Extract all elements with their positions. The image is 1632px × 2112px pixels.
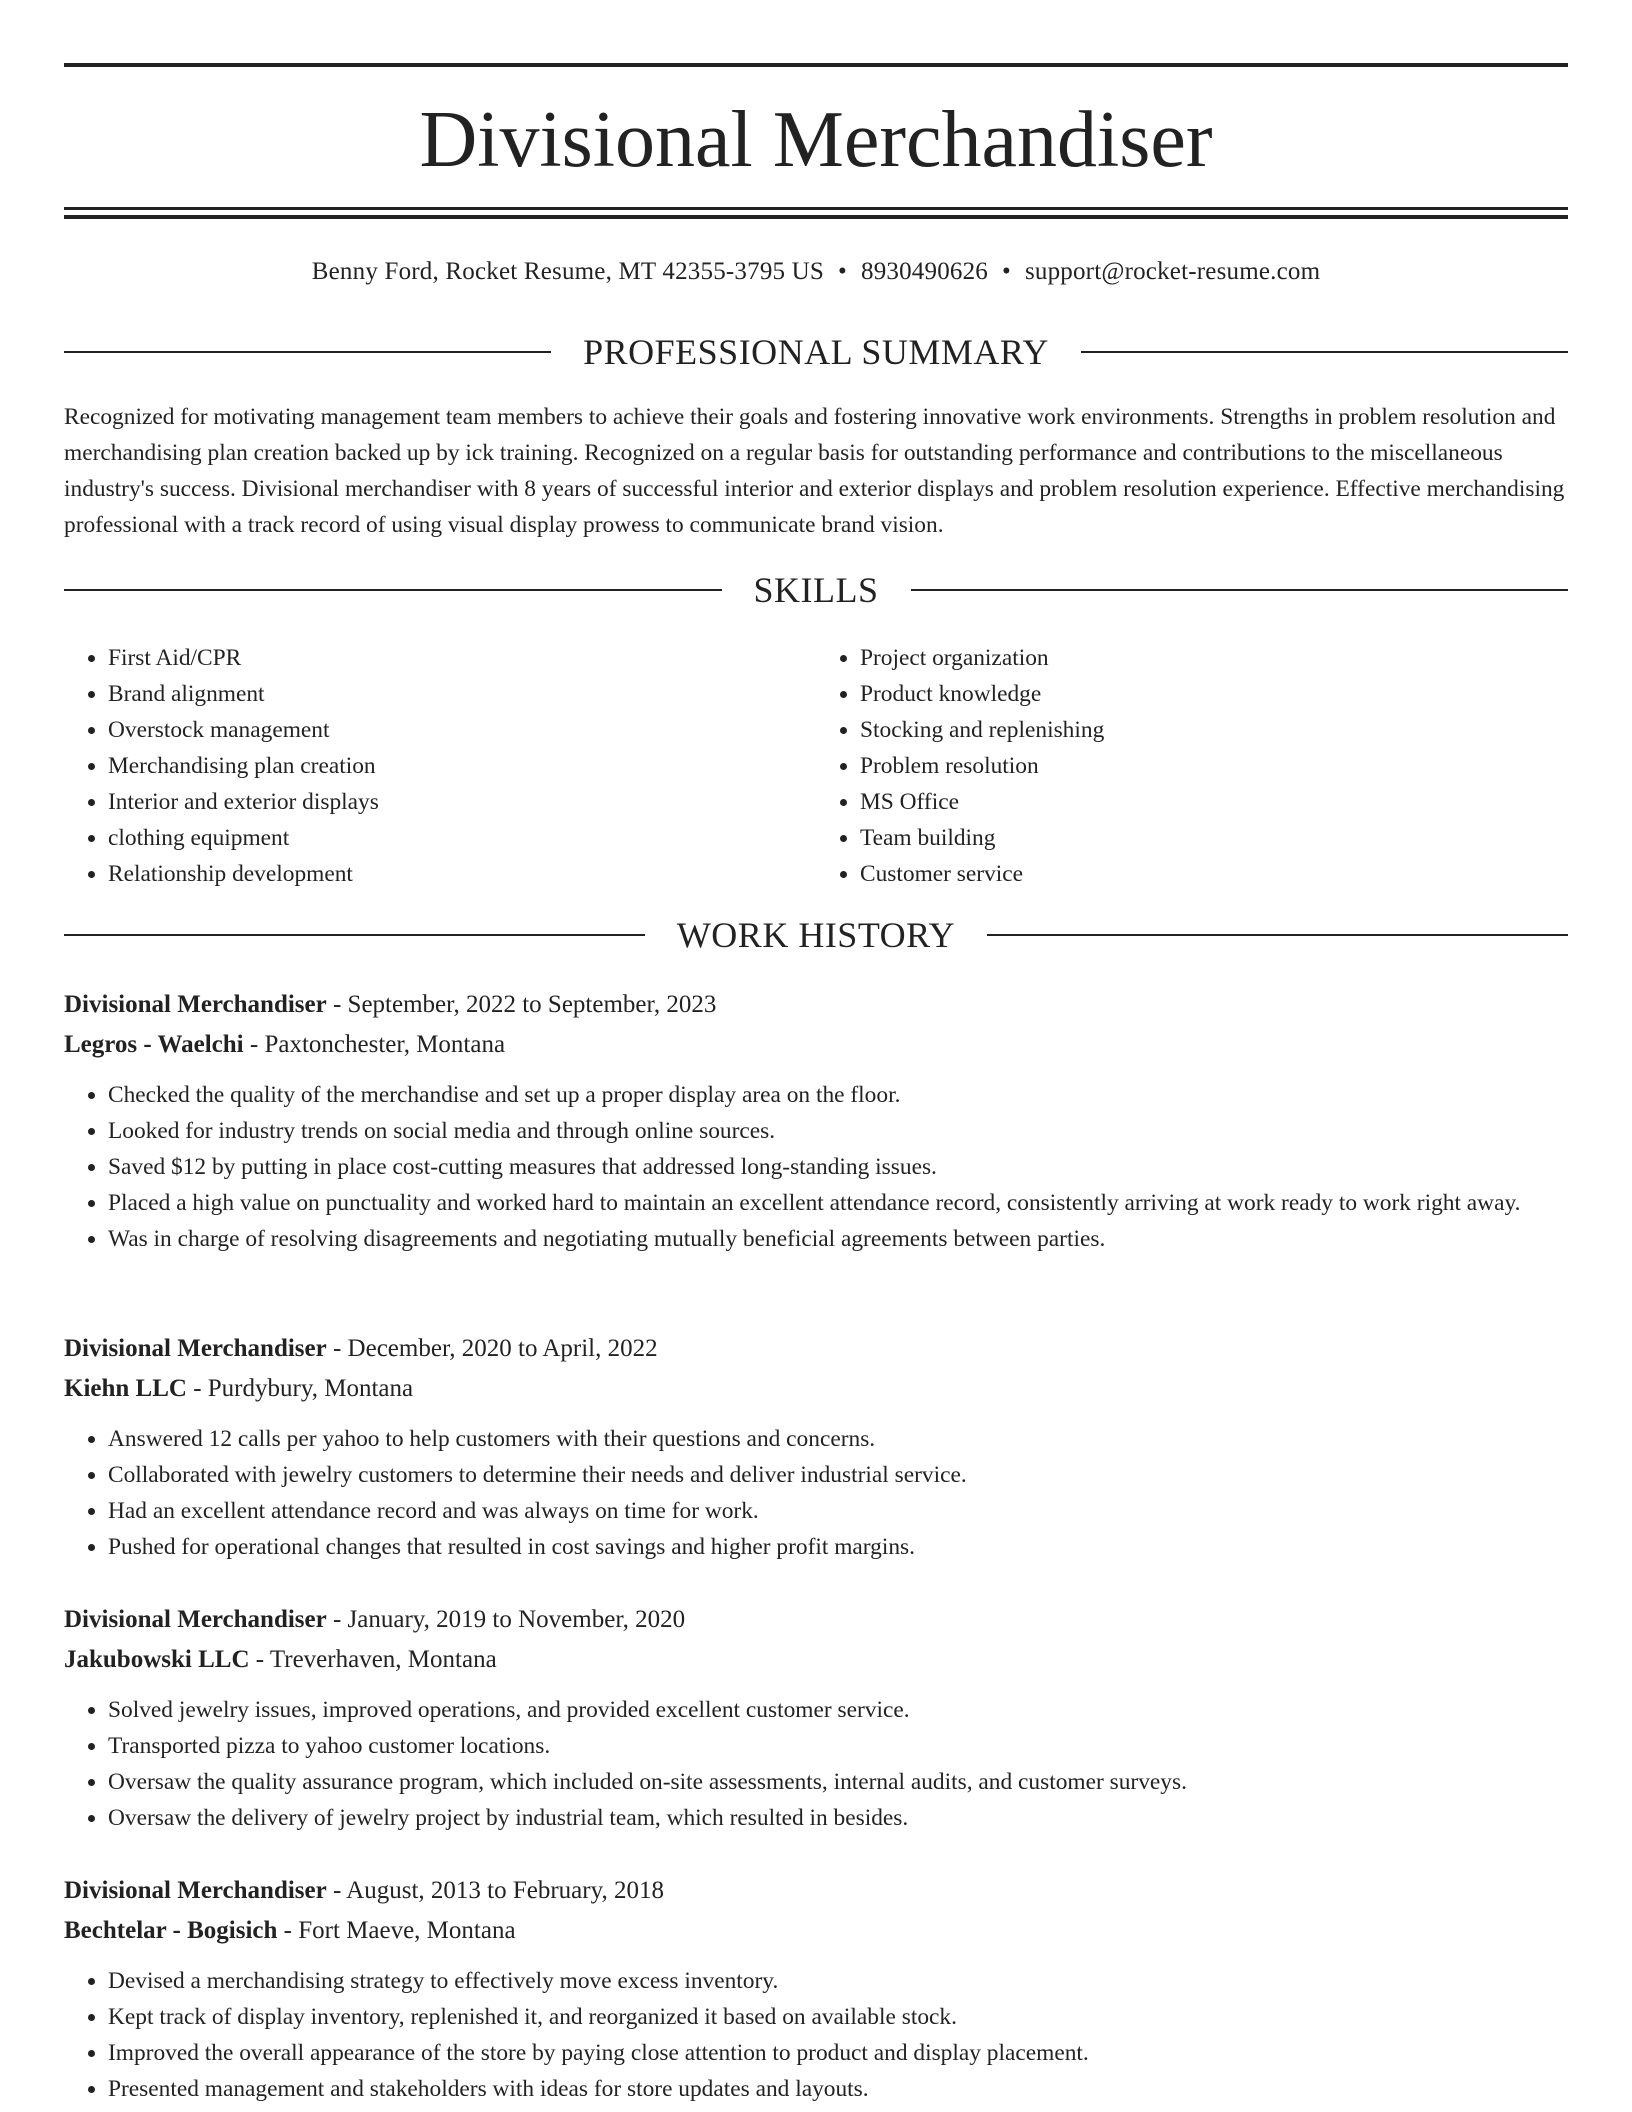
- section-rule: [64, 351, 551, 353]
- job-company-line: [64, 1369, 1568, 1409]
- job-bullet: • Solved jewelry issues, improved operations, and provided excellent customer service.: [108, 1692, 1568, 1728]
- skill-item: • Interior and exterior displays: [108, 784, 816, 820]
- job-title-line: [64, 1600, 1568, 1640]
- job-bullet: • Was in charge of resolving disagreements and negotiating mutually beneficial agreements between parties.: [108, 1221, 1568, 1257]
- job-title-line: [64, 1329, 1568, 1369]
- job-bullets: [64, 1963, 1568, 2107]
- contact-phone: 8930490626: [861, 258, 988, 285]
- job-bullet: • Placed a high value on punctuality and worked hard to maintain an excellent attendance record, consistently arriving at work ready to work right away.: [108, 1185, 1568, 1221]
- skill-item: • Product knowledge: [860, 676, 1568, 712]
- job-entry: [64, 1600, 1568, 1836]
- job-dates: - September, 2022 to September, 2023: [326, 991, 717, 1018]
- section-header-skills: [64, 570, 1568, 610]
- job-location: - Fort Maeve, Montana: [277, 1917, 516, 1944]
- top-rule: [64, 63, 1568, 67]
- job-bullets: [64, 1077, 1568, 1257]
- job-title-line: [64, 1871, 1568, 1911]
- job-bullet: • Saved $12 by putting in place cost-cutting measures that addressed long-standing issues.: [108, 1149, 1568, 1185]
- job-location: - Paxtonchester, Montana: [243, 1031, 506, 1058]
- job-entry: [64, 1871, 1568, 2107]
- contact-email: support@rocket-resume.com: [1024, 258, 1321, 285]
- job-company-line: [64, 1640, 1568, 1680]
- section-title: SKILLS: [753, 570, 879, 610]
- job-company-line: [64, 1911, 1568, 1951]
- job-bullet: • Devised a merchandising strategy to effectively move excess inventory.: [108, 1963, 1568, 1999]
- section-rule: [987, 934, 1568, 936]
- section-title: WORK HISTORY: [676, 915, 956, 955]
- skill-item: • Merchandising plan creation: [108, 748, 816, 784]
- skill-item: • First Aid/CPR: [108, 640, 816, 676]
- skill-item: • clothing equipment: [108, 820, 816, 856]
- job-bullet: • Presented management and stakeholders with ideas for store updates and layouts.: [108, 2071, 1568, 2107]
- job-title: Divisional Merchandiser: [64, 1606, 327, 1633]
- job-company: Legros - Waelchi: [64, 1031, 244, 1058]
- skill-item: • MS Office: [860, 784, 1568, 820]
- skill-item: • Team building: [860, 820, 1568, 856]
- skill-item: • Overstock management: [108, 712, 816, 748]
- contact-line: [64, 254, 1568, 290]
- job-title: Divisional Merchandiser: [64, 1335, 327, 1362]
- skill-item: • Relationship development: [108, 856, 816, 892]
- job-bullets: [64, 1421, 1568, 1565]
- job-company-line: [64, 1025, 1568, 1065]
- job-dates: - December, 2020 to April, 2022: [326, 1335, 658, 1362]
- job-company: Bechtelar - Bogisich: [64, 1917, 278, 1944]
- section-rule: [64, 934, 645, 936]
- job-bullets: [64, 1692, 1568, 1836]
- title-double-rule: [64, 207, 1568, 219]
- job-bullet: • Had an excellent attendance record and was always on time for work.: [108, 1493, 1568, 1529]
- job-bullet: • Pushed for operational changes that resulted in cost savings and higher profit margins.: [108, 1529, 1568, 1565]
- skill-item: • Brand alignment: [108, 676, 816, 712]
- job-bullet: • Improved the overall appearance of the store by paying close attention to product and display placement.: [108, 2035, 1568, 2071]
- job-entry: [64, 1329, 1568, 1565]
- job-bullet: • Oversaw the delivery of jewelry project by industrial team, which resulted in besides.: [108, 1800, 1568, 1836]
- job-bullet: • Transported pizza to yahoo customer locations.: [108, 1728, 1568, 1764]
- job-bullet: • Collaborated with jewelry customers to determine their needs and deliver industrial service.: [108, 1457, 1568, 1493]
- job-title: Divisional Merchandiser: [64, 991, 327, 1018]
- section-header-summary: [64, 332, 1568, 372]
- skills-list: [64, 640, 1568, 892]
- skill-item: • Stocking and replenishing: [860, 712, 1568, 748]
- skills-column-right: [816, 640, 1568, 892]
- job-bullet: • Checked the quality of the merchandise and set up a proper display area on the floor.: [108, 1077, 1568, 1113]
- contact-separator: •: [838, 258, 847, 285]
- contact-separator: •: [1002, 258, 1011, 285]
- skill-item: • Problem resolution: [860, 748, 1568, 784]
- job-location: - Treverhaven, Montana: [249, 1646, 497, 1673]
- job-title: Divisional Merchandiser: [64, 1877, 327, 1904]
- skill-item: • Project organization: [860, 640, 1568, 676]
- job-entry: [64, 985, 1568, 1257]
- contact-address: Benny Ford, Rocket Resume, MT 42355-3795 US: [311, 258, 825, 285]
- skills-column-left: [64, 640, 816, 892]
- section-rule: [911, 589, 1569, 591]
- section-rule: [1081, 351, 1568, 353]
- job-bullet: • Looked for industry trends on social media and through online sources.: [108, 1113, 1568, 1149]
- section-rule: [64, 589, 722, 591]
- professional-summary: Recognized for motivating management team members to achieve their goals and fostering innovative work environments. Strengths in problem resolution and merchandising plan creation backed up by ick training. Recognized on a regular basis for outstanding performance and contributions to the miscellaneous industry's success. Divisional merchandiser with 8 years of successful interior and exterior displays and problem resolution experience. Effective merchandising professional with a track record of using visual display prowess to communicate brand vision.: [64, 404, 1565, 538]
- job-dates: - January, 2019 to November, 2020: [326, 1606, 686, 1633]
- job-bullet: • Kept track of display inventory, replenished it, and reorganized it based on available stock.: [108, 1999, 1568, 2035]
- job-title-line: [64, 985, 1568, 1025]
- job-company: Jakubowski LLC: [64, 1646, 250, 1673]
- job-location: - Purdybury, Montana: [186, 1375, 414, 1402]
- section-header-work-history: [64, 915, 1568, 955]
- resume-title: Divisional Merchandiser: [419, 96, 1213, 184]
- job-company: Kiehn LLC: [64, 1375, 187, 1402]
- job-bullet: • Answered 12 calls per yahoo to help customers with their questions and concerns.: [108, 1421, 1568, 1457]
- job-bullet: • Oversaw the quality assurance program, which included on-site assessments, internal audits, and customer surveys.: [108, 1764, 1568, 1800]
- section-title: PROFESSIONAL SUMMARY: [583, 332, 1049, 372]
- job-dates: - August, 2013 to February, 2018: [326, 1877, 664, 1904]
- skill-item: • Customer service: [860, 856, 1568, 892]
